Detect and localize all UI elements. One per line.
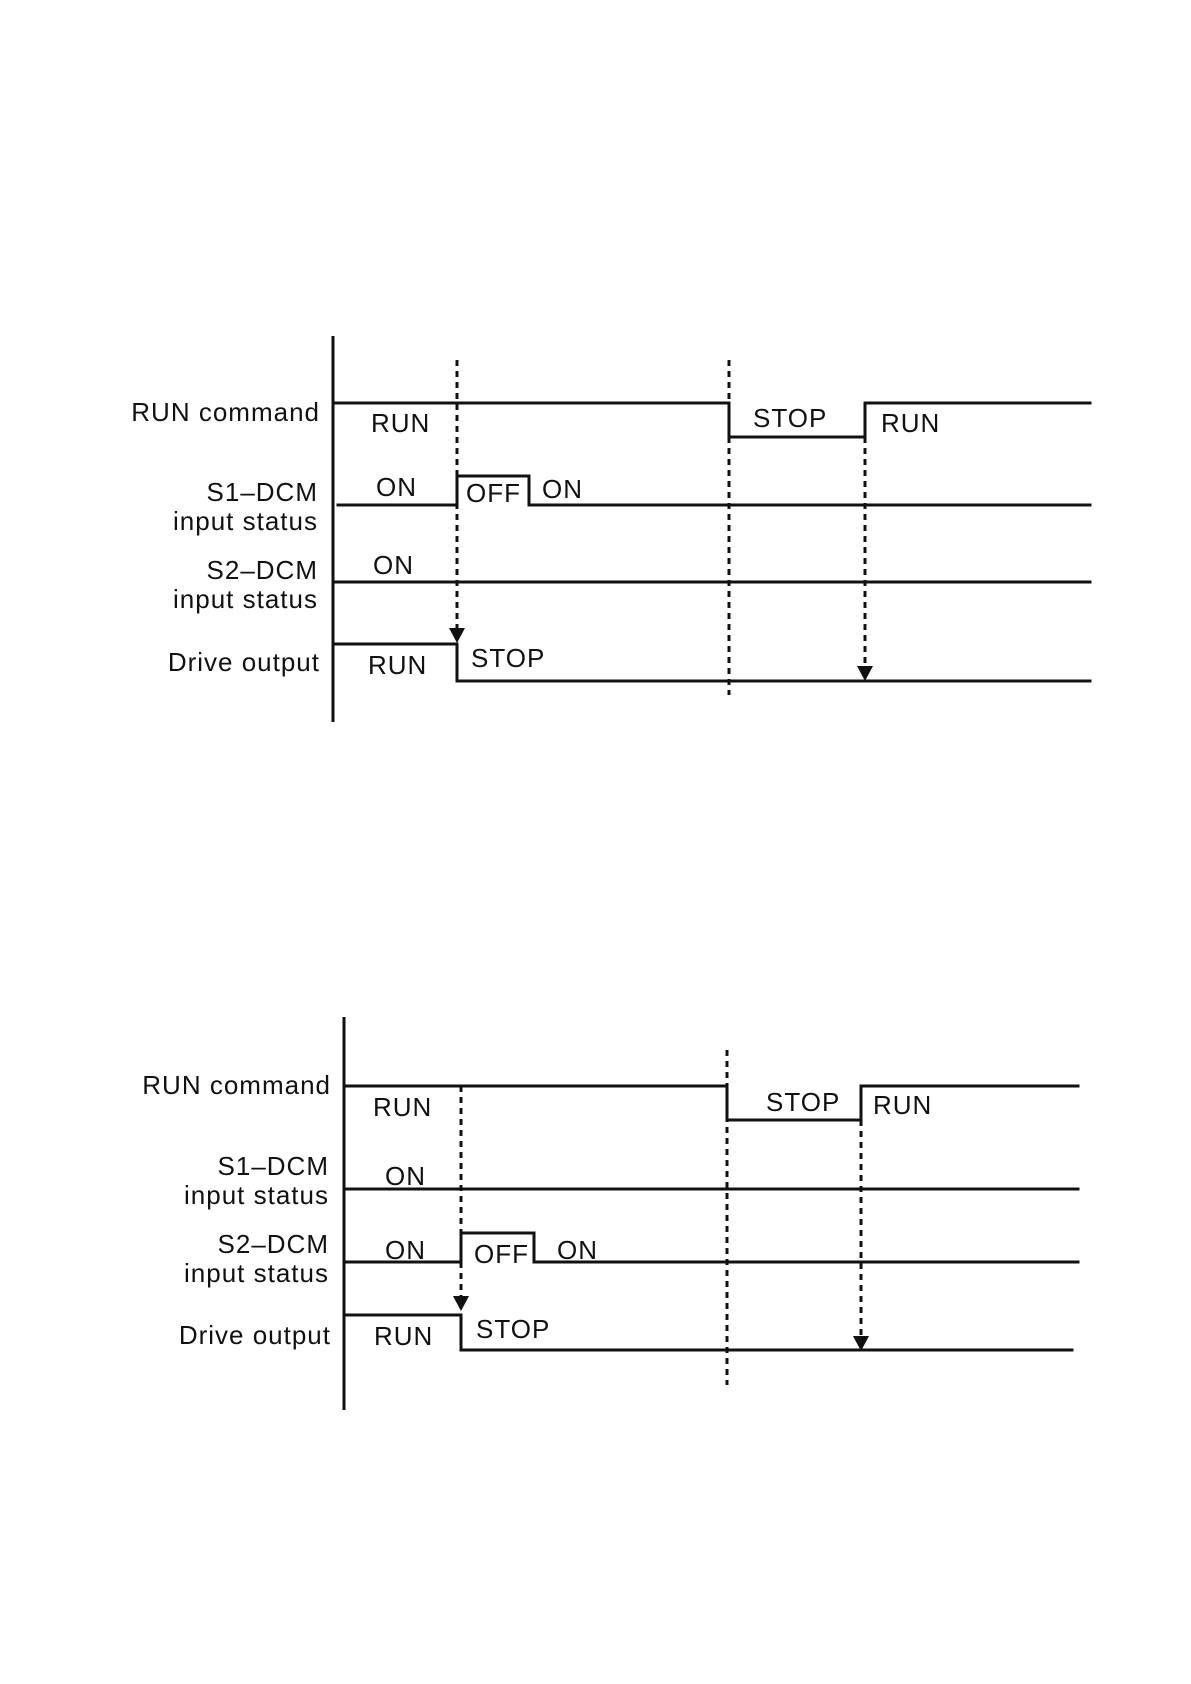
row-label-s1-input-status: input status xyxy=(184,1180,329,1210)
run-command-waveform xyxy=(333,403,1090,437)
state-s2-on: ON xyxy=(373,550,414,580)
state-drive-stop: STOP xyxy=(476,1314,551,1344)
state-s1-off: OFF xyxy=(466,478,521,508)
state-drive-run: RUN xyxy=(368,650,428,680)
run-command-waveform xyxy=(344,1086,1078,1120)
arrow-head-drive-stop xyxy=(453,1296,469,1311)
row-label-drive-output: Drive output xyxy=(167,647,320,677)
row-label-s1-input-status: input status xyxy=(173,506,318,536)
state-drive-run: RUN xyxy=(374,1321,434,1351)
row-label-s2-dcm: S2–DCM xyxy=(217,1229,329,1259)
state-s2-off: OFF xyxy=(474,1239,529,1269)
arrow-head-no-restart xyxy=(857,666,873,681)
state-run-command-run: RUN xyxy=(373,1092,433,1122)
state-s2-on: ON xyxy=(385,1235,426,1265)
row-label-s1-dcm: S1–DCM xyxy=(206,477,318,507)
state-run-command-run: RUN xyxy=(371,408,431,438)
s1-dcm-waveform xyxy=(338,476,1090,505)
row-label-run-command: RUN command xyxy=(131,397,320,427)
state-s2-on-again: ON xyxy=(557,1235,598,1265)
arrow-head-drive-stop xyxy=(449,628,465,643)
row-label-drive-output: Drive output xyxy=(178,1320,331,1350)
timing-diagram-2 xyxy=(142,1017,1078,1410)
state-drive-stop: STOP xyxy=(471,643,546,673)
timing-diagram-1 xyxy=(131,336,1090,722)
state-run-command-stop: STOP xyxy=(753,403,828,433)
state-run-command-run-again: RUN xyxy=(873,1090,933,1120)
state-s1-on-again: ON xyxy=(542,474,583,504)
drive-output-waveform xyxy=(344,1315,1072,1350)
row-label-s2-input-status: input status xyxy=(184,1258,329,1288)
state-s1-on: ON xyxy=(385,1161,426,1191)
row-label-run-command: RUN command xyxy=(142,1070,331,1100)
row-label-s2-dcm: S2–DCM xyxy=(206,555,318,585)
row-label-s2-input-status: input status xyxy=(173,584,318,614)
state-run-command-stop: STOP xyxy=(766,1087,841,1117)
drive-output-waveform xyxy=(333,644,1090,681)
s2-dcm-waveform xyxy=(344,1233,1078,1262)
state-run-command-run-again: RUN xyxy=(881,408,941,438)
row-label-s1-dcm: S1–DCM xyxy=(217,1151,329,1181)
state-s1-on: ON xyxy=(376,472,417,502)
